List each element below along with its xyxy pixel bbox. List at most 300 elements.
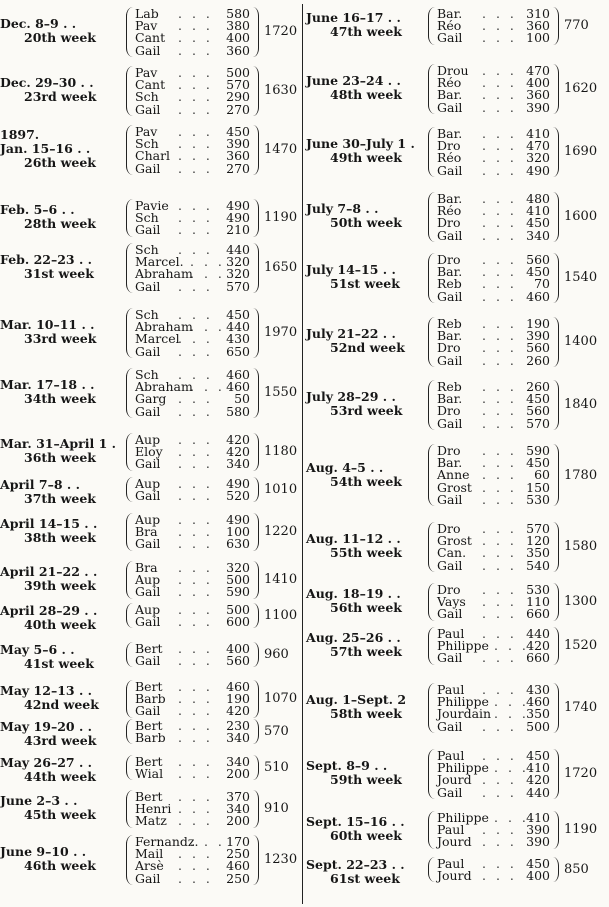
left-brace xyxy=(428,253,437,303)
payee-name: Cant xyxy=(135,30,166,46)
left-brace xyxy=(126,680,135,718)
leader-dots: . . . xyxy=(178,703,213,719)
payee-amount: 560 xyxy=(226,653,250,669)
payee-amount: 170 xyxy=(226,834,250,849)
payee-amount: 420 xyxy=(226,703,250,719)
leader-dots: . . . xyxy=(482,403,517,419)
week-label: 42nd week xyxy=(24,697,99,713)
payee-amount: 420 xyxy=(526,638,550,654)
leader-dots: . . . xyxy=(178,42,213,58)
week-label: 57th week xyxy=(330,644,402,660)
entry-total: 1630 xyxy=(264,83,298,99)
payee-name: Sch xyxy=(135,242,159,257)
payee-amount: 450 xyxy=(226,124,250,139)
leader-dots: . . . xyxy=(482,748,517,763)
ledger-entry xyxy=(0,476,300,506)
leader-dots: . . . xyxy=(482,264,517,280)
payee-name: Anne xyxy=(437,467,470,483)
left-brace xyxy=(126,66,135,116)
payee-amount: 360 xyxy=(526,18,550,34)
payee-amount: 270 xyxy=(226,160,250,176)
payee-name: Dro xyxy=(437,403,461,419)
leader-dots: . . . xyxy=(178,210,213,226)
week-label: 60th week xyxy=(330,828,402,844)
right-brace xyxy=(252,680,259,718)
left-brace xyxy=(428,192,437,242)
entry-total: 1690 xyxy=(564,144,598,160)
payee-list xyxy=(135,8,250,57)
date-line: Feb. 5–6 . . xyxy=(0,202,75,218)
entry-total: 1190 xyxy=(264,210,298,226)
payee-list xyxy=(437,128,550,177)
leader-dots: . . . xyxy=(482,784,517,800)
left-brace xyxy=(126,755,135,780)
payee-name: Dro xyxy=(437,340,461,356)
entry-total: 1580 xyxy=(564,539,598,555)
right-brace xyxy=(252,368,259,418)
right-brace xyxy=(252,477,259,502)
entry-total: 1520 xyxy=(564,638,598,654)
leader-dots: . . . xyxy=(178,858,213,874)
payee-amount: 350 xyxy=(526,706,550,722)
right-brace xyxy=(552,683,559,733)
payee-amount: 390 xyxy=(526,328,550,344)
date-line: Jan. 15–16 . . xyxy=(0,141,91,157)
payee-amount: 490 xyxy=(226,512,250,527)
payee-name: Gail xyxy=(135,160,161,176)
payee-name: Gail xyxy=(437,288,463,304)
entry-total: 1720 xyxy=(564,766,598,782)
entry-total: 1180 xyxy=(264,444,298,460)
payee-name: Bar. xyxy=(437,328,463,344)
left-brace xyxy=(126,308,135,358)
ledger-entry xyxy=(0,754,300,784)
payee-amount: 460 xyxy=(226,367,250,382)
payee-name: Gail xyxy=(437,606,463,622)
payee-name: Grost xyxy=(437,533,472,549)
leader-dots: . . . xyxy=(482,18,517,34)
payee-amount: 570 xyxy=(226,278,250,294)
entry-date xyxy=(0,478,120,506)
payee-list xyxy=(135,756,250,780)
payee-amount: 570 xyxy=(526,521,550,536)
date-line: July 28–29 . . xyxy=(306,389,396,405)
leader-dots: . . . xyxy=(178,766,213,782)
payee-amount: 390 xyxy=(526,822,550,838)
payee-row xyxy=(135,616,250,628)
payee-name: Abraham xyxy=(135,266,193,282)
leader-dots: . . . xyxy=(494,706,529,722)
date-line: Aug. 25–26 . . xyxy=(306,630,401,646)
payee-amount: 430 xyxy=(226,331,250,347)
payee-amount: 490 xyxy=(226,476,250,491)
payee-name: Paul xyxy=(437,682,465,697)
leader-dots: . . . xyxy=(482,606,517,622)
leader-dots: . . . xyxy=(178,101,213,117)
payee-list xyxy=(135,434,250,471)
entry-total: 850 xyxy=(564,862,589,878)
leader-dots: . . . xyxy=(178,18,213,34)
entry-total: 960 xyxy=(264,647,289,663)
ledger-entry xyxy=(306,381,609,430)
leader-dots: . . . xyxy=(178,679,213,694)
right-brace xyxy=(552,317,559,367)
payee-name: Gail xyxy=(437,99,463,115)
payee-name: Paul xyxy=(437,856,465,871)
payee-amount: 450 xyxy=(526,748,550,763)
right-brace xyxy=(252,561,259,599)
entry-date xyxy=(306,759,426,787)
leader-dots: . . . xyxy=(178,160,213,176)
payee-row xyxy=(135,815,250,827)
payee-row xyxy=(135,586,250,598)
ledger-entry xyxy=(306,445,609,506)
entry-date xyxy=(306,74,426,102)
entry-date xyxy=(0,517,120,545)
payee-name: Philippe xyxy=(437,810,489,825)
right-brace xyxy=(552,627,559,665)
entry-total: 1010 xyxy=(264,482,298,498)
entry-date xyxy=(0,756,120,784)
left-brace xyxy=(428,7,437,45)
entry-date xyxy=(0,76,120,104)
entry-total: 1780 xyxy=(564,467,598,483)
entry-total: 510 xyxy=(264,760,289,776)
right-brace xyxy=(252,642,259,667)
payee-name: Fernandz. xyxy=(135,834,199,849)
payee-row xyxy=(437,836,550,848)
date-line: June 23–24 . . xyxy=(306,73,401,89)
week-label: 47th week xyxy=(330,24,402,40)
payee-amount: 460 xyxy=(226,679,250,694)
right-brace xyxy=(252,199,259,237)
payee-name: Aup xyxy=(135,432,161,447)
date-line: May 26–27 . . xyxy=(0,755,92,770)
payee-name: Bert xyxy=(135,789,163,804)
payee-amount: 100 xyxy=(226,524,250,540)
payee-amount: 150 xyxy=(526,479,550,495)
payee-amount: 390 xyxy=(526,834,550,850)
ledger-entry xyxy=(306,254,609,303)
entry-total: 1540 xyxy=(564,270,598,286)
week-label: 31st week xyxy=(24,266,94,282)
payee-list xyxy=(135,562,250,599)
right-brace xyxy=(552,253,559,303)
leader-dots: . . . xyxy=(190,834,225,849)
leader-dots: . . . xyxy=(178,222,213,238)
ledger-entry xyxy=(306,318,609,367)
payee-name: Bert xyxy=(135,641,163,656)
entry-total: 1740 xyxy=(564,700,598,716)
right-brace xyxy=(252,308,259,358)
payee-amount: 440 xyxy=(526,626,550,641)
ledger-entry xyxy=(0,8,300,57)
entry-date xyxy=(306,587,426,615)
week-label: 38th week xyxy=(24,530,96,546)
left-brace xyxy=(428,749,437,799)
leader-dots: . . . xyxy=(190,319,225,335)
week-label: 28th week xyxy=(24,216,96,232)
payee-name: Vays xyxy=(437,594,466,610)
payee-amount: 490 xyxy=(226,198,250,213)
leader-dots: . . . xyxy=(482,379,517,394)
date-line: Sept. 15–16 . . xyxy=(306,814,405,830)
entry-total: 770 xyxy=(564,18,589,34)
payee-name: Sch xyxy=(135,89,159,105)
leader-dots: . . . xyxy=(178,6,213,21)
payee-amount: 600 xyxy=(226,614,250,630)
leader-dots: . . . xyxy=(178,801,213,817)
ledger-entry xyxy=(306,8,609,45)
entry-date xyxy=(0,604,120,632)
leader-dots: . . . xyxy=(178,813,213,829)
entry-total: 1550 xyxy=(264,385,298,401)
payee-amount: 340 xyxy=(226,801,250,817)
payee-name: Gail xyxy=(135,222,161,238)
payee-name: Paul xyxy=(437,822,465,838)
leader-dots: . . . xyxy=(482,650,517,666)
payee-name: Sch xyxy=(135,307,159,322)
entry-date xyxy=(306,327,426,355)
leader-dots: . . . xyxy=(494,760,529,776)
left-brace xyxy=(126,719,135,744)
payee-list xyxy=(135,67,250,116)
left-brace xyxy=(126,243,135,293)
leader-dots: . . . xyxy=(190,379,225,395)
payee-list xyxy=(135,514,250,551)
leader-dots: . . . xyxy=(178,444,213,460)
payee-amount: 500 xyxy=(526,718,550,734)
right-brace xyxy=(552,583,559,621)
payee-amount: 560 xyxy=(526,340,550,356)
leader-dots: . . . xyxy=(482,340,517,356)
payee-amount: 360 xyxy=(226,148,250,164)
payee-amount: 450 xyxy=(526,455,550,471)
left-brace xyxy=(126,125,135,175)
payee-list xyxy=(135,681,250,718)
payee-list xyxy=(135,369,250,418)
date-line: June 9–10 . . xyxy=(0,844,87,860)
ledger-entry xyxy=(306,584,609,621)
payee-name: Can. xyxy=(437,545,467,561)
payee-name: Gail xyxy=(135,584,161,600)
payee-row xyxy=(135,538,250,550)
payee-amount: 390 xyxy=(226,136,250,152)
payee-name: Gail xyxy=(437,352,463,368)
payee-name: Bar. xyxy=(437,6,463,21)
payee-list xyxy=(437,584,550,621)
leader-dots: . . . xyxy=(482,521,517,536)
date-line: Aug. 4–5 . . xyxy=(306,459,384,475)
week-label: 36th week xyxy=(24,450,96,466)
payee-amount: 410 xyxy=(526,760,550,776)
right-brace xyxy=(252,125,259,175)
payee-amount: 630 xyxy=(226,536,250,552)
entry-date xyxy=(306,202,426,230)
right-brace xyxy=(552,192,559,242)
ledger-entry xyxy=(0,514,300,551)
payee-amount: 230 xyxy=(226,718,250,733)
payee-name: Paul xyxy=(437,748,465,763)
payee-name: Aup xyxy=(135,602,161,617)
leader-dots: . . . xyxy=(482,252,517,267)
payee-amount: 410 xyxy=(526,126,550,141)
payee-name: Gail xyxy=(135,101,161,117)
ledger-entry xyxy=(0,602,300,632)
left-brace xyxy=(428,64,437,114)
right-brace xyxy=(252,243,259,293)
payee-row xyxy=(437,557,550,573)
ledger-entry xyxy=(306,193,609,242)
leader-dots: . . . xyxy=(178,198,213,213)
leader-dots: . . . xyxy=(482,479,517,495)
left-brace xyxy=(126,477,135,502)
payee-amount: 210 xyxy=(226,222,250,238)
leader-dots: . . . xyxy=(178,136,213,152)
payee-amount: 420 xyxy=(226,432,250,447)
leader-dots: . . . xyxy=(482,545,517,561)
right-brace xyxy=(552,444,559,506)
date-line: July 14–15 . . xyxy=(306,262,396,278)
date-line: Dec. 29–30 . . xyxy=(0,75,94,91)
ledger-entry xyxy=(306,684,609,733)
payee-name: Jourdain xyxy=(437,706,492,722)
ledger-entry xyxy=(0,681,300,718)
ledger-entry xyxy=(0,641,300,671)
payee-name: Arsè xyxy=(135,858,164,874)
date-line: Mar. 31–April 1 . xyxy=(0,436,116,452)
payee-list xyxy=(437,628,550,665)
leader-dots: . . . xyxy=(178,432,213,447)
entry-date xyxy=(0,253,120,281)
week-label: 55th week xyxy=(330,545,402,561)
payee-name: Gail xyxy=(437,30,463,46)
payee-row xyxy=(437,415,550,431)
payee-amount: 440 xyxy=(226,242,250,257)
payee-row xyxy=(437,784,550,800)
week-label: 44th week xyxy=(24,769,96,784)
payee-row xyxy=(135,343,250,359)
leader-dots: . . . xyxy=(178,148,213,164)
leader-dots: . . . xyxy=(482,138,517,154)
payee-name: Gail xyxy=(135,653,161,669)
payee-name: Charl xyxy=(135,148,171,164)
leader-dots: . . . xyxy=(178,476,213,491)
ledger-entry xyxy=(0,369,300,418)
payee-row xyxy=(135,705,250,717)
payee-list xyxy=(135,643,250,667)
leader-dots: . . . xyxy=(482,718,517,734)
payee-name: Réo xyxy=(437,18,462,34)
entry-date xyxy=(306,858,426,886)
payee-name: Philippe xyxy=(437,638,489,654)
leader-dots: . . . xyxy=(178,77,213,93)
entry-total: 1300 xyxy=(564,594,598,610)
payee-name: Gail xyxy=(135,614,161,630)
payee-amount: 50 xyxy=(234,391,250,407)
ledger-entry xyxy=(0,562,300,599)
entry-date xyxy=(0,437,120,465)
payee-name: Bert xyxy=(135,718,163,733)
left-brace xyxy=(126,7,135,57)
payee-amount: 590 xyxy=(526,443,550,458)
leader-dots: . . . xyxy=(178,403,213,419)
leader-dots: . . . xyxy=(482,162,517,178)
payee-name: Aup xyxy=(135,572,161,588)
payee-row xyxy=(135,490,250,502)
date-line: July 7–8 . . xyxy=(306,201,379,217)
leader-dots: . . . xyxy=(482,626,517,641)
payee-amount: 360 xyxy=(526,87,550,103)
ledger-entry xyxy=(306,812,609,849)
payee-row xyxy=(135,42,250,58)
right-brace xyxy=(252,603,259,628)
date-line: Feb. 22–23 . . xyxy=(0,252,93,268)
ledger-entry xyxy=(0,309,300,358)
payee-amount: 400 xyxy=(226,30,250,46)
left-brace xyxy=(428,583,437,621)
entry-total: 570 xyxy=(264,724,289,740)
date-line: July 21–22 . . xyxy=(306,326,396,342)
column-divider xyxy=(302,4,303,904)
payee-list xyxy=(135,836,250,885)
payee-row xyxy=(437,32,550,44)
leader-dots: . . . xyxy=(178,278,213,294)
leader-dots: . . . xyxy=(482,455,517,471)
payee-name: Pav xyxy=(135,124,158,139)
payee-list xyxy=(437,858,550,882)
date-line: Aug. 18–19 . . xyxy=(306,586,401,602)
payee-name: Sch xyxy=(135,367,159,382)
payee-name: Dro xyxy=(437,521,461,536)
date-line: June 2–3 . . xyxy=(0,793,78,809)
payee-amount: 500 xyxy=(226,602,250,617)
payee-list xyxy=(135,309,250,358)
payee-amount: 420 xyxy=(226,444,250,460)
leader-dots: . . . xyxy=(178,331,213,347)
payee-row xyxy=(437,491,550,507)
entry-total: 1840 xyxy=(564,397,598,413)
right-brace xyxy=(252,7,259,57)
entry-date xyxy=(306,390,426,418)
payee-name: Bra xyxy=(135,560,158,575)
ledger-entry xyxy=(0,434,300,471)
date-line: June 16–17 . . xyxy=(306,10,401,26)
left-brace xyxy=(428,127,437,177)
payee-name: Gail xyxy=(437,718,463,734)
entry-total: 1220 xyxy=(264,524,298,540)
payee-name: Bert xyxy=(135,754,163,769)
payee-name: Gail xyxy=(135,456,161,472)
left-brace xyxy=(428,317,437,367)
payee-name: Gail xyxy=(437,784,463,800)
payee-amount: 250 xyxy=(226,846,250,862)
left-brace xyxy=(428,380,437,430)
leader-dots: . . . xyxy=(178,488,213,504)
payee-amount: 340 xyxy=(526,227,550,243)
payee-name: Bar. xyxy=(437,455,463,471)
leader-dots: . . . xyxy=(482,557,517,573)
entry-date xyxy=(0,378,120,406)
payee-name: Pavie xyxy=(135,198,169,213)
date-line: May 12–13 . . xyxy=(0,683,92,699)
payee-amount: 340 xyxy=(226,730,250,746)
payee-row xyxy=(135,870,250,886)
payee-amount: 480 xyxy=(526,191,550,206)
payee-row xyxy=(437,718,550,734)
payee-name: Gail xyxy=(135,870,161,886)
week-label: 33rd week xyxy=(24,331,97,347)
